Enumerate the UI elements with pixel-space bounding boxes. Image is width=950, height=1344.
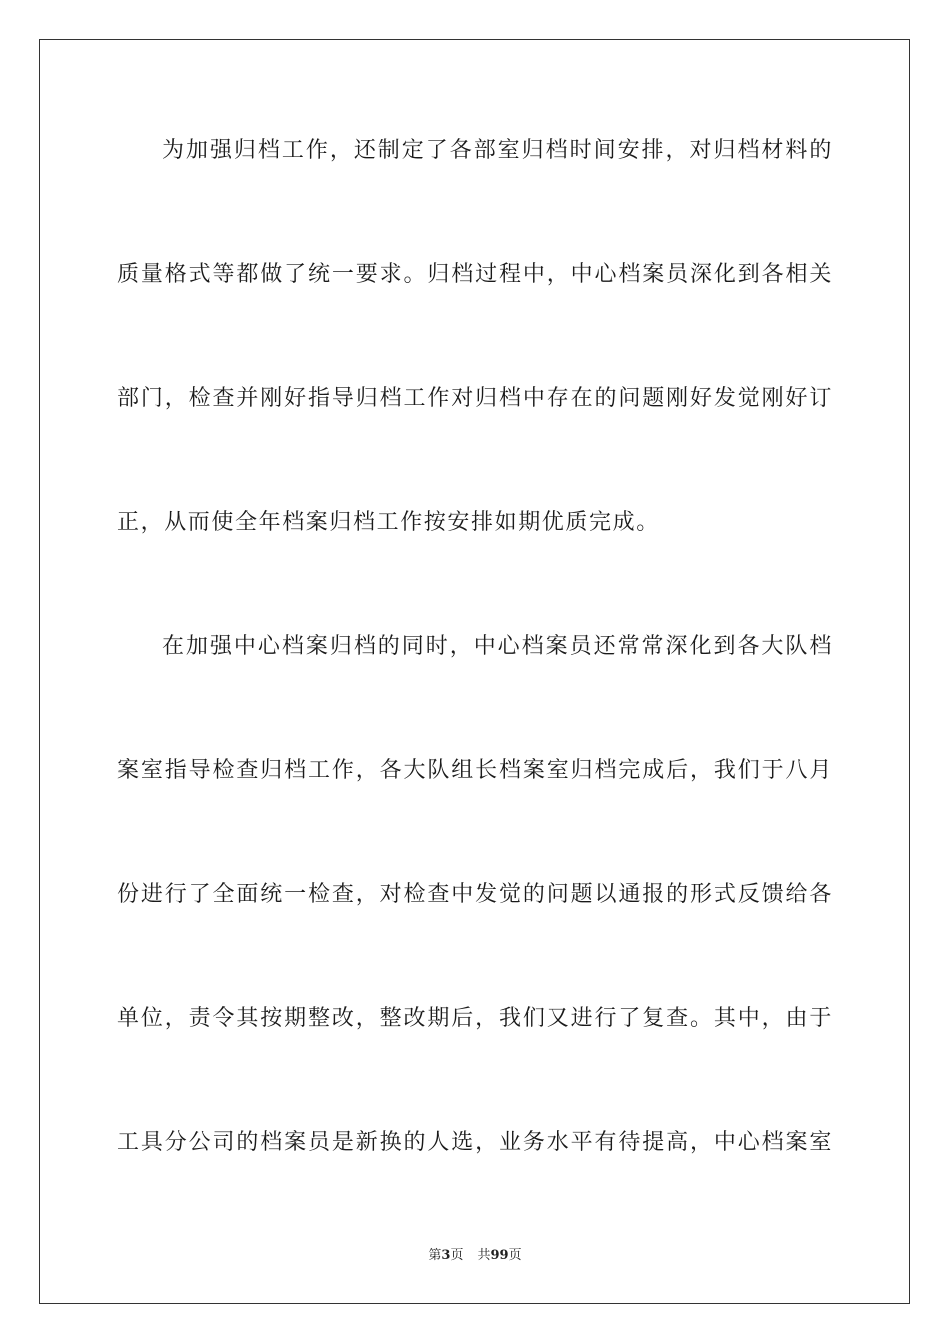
paragraph-2-line-1: 在加强中心档案归档的同时，中心档案员还常常深化到各大队档 bbox=[162, 634, 833, 659]
paragraph-1-line-4: 正，从而使全年档案归档工作按安排如期优质完成。 bbox=[117, 510, 660, 535]
page-border bbox=[39, 39, 910, 1304]
page-unit: 页 bbox=[450, 1248, 464, 1263]
paragraph-2-line-3: 份进行了全面统一检查，对检查中发觉的问题以通报的形式反馈给各 bbox=[117, 882, 833, 907]
page-number: 3 bbox=[441, 1248, 451, 1263]
paragraph-1-line-1: 为加强归档工作，还制定了各部室归档时间安排，对归档材料的 bbox=[162, 138, 833, 163]
total-prefix: 共 bbox=[477, 1248, 491, 1263]
paragraph-2-line-5: 工具分公司的档案员是新换的人选，业务水平有待提高，中心档案室 bbox=[117, 1130, 833, 1155]
paragraph-1-line-3: 部门，检查并刚好指导归档工作对归档中存在的问题刚好发觉刚好订 bbox=[117, 386, 833, 411]
page-footer bbox=[0, 1247, 950, 1265]
total-pages: 99 bbox=[490, 1248, 509, 1263]
total-unit: 页 bbox=[508, 1248, 522, 1263]
page-prefix: 第 bbox=[428, 1248, 442, 1263]
paragraph-1-line-2: 质量格式等都做了统一要求。归档过程中，中心档案员深化到各相关 bbox=[117, 262, 833, 287]
paragraph-2-line-2: 案室指导检查归档工作，各大队组长档案室归档完成后，我们于八月 bbox=[117, 758, 833, 783]
paragraph-2-line-4: 单位，责令其按期整改，整改期后，我们又进行了复查。其中，由于 bbox=[117, 1006, 833, 1031]
